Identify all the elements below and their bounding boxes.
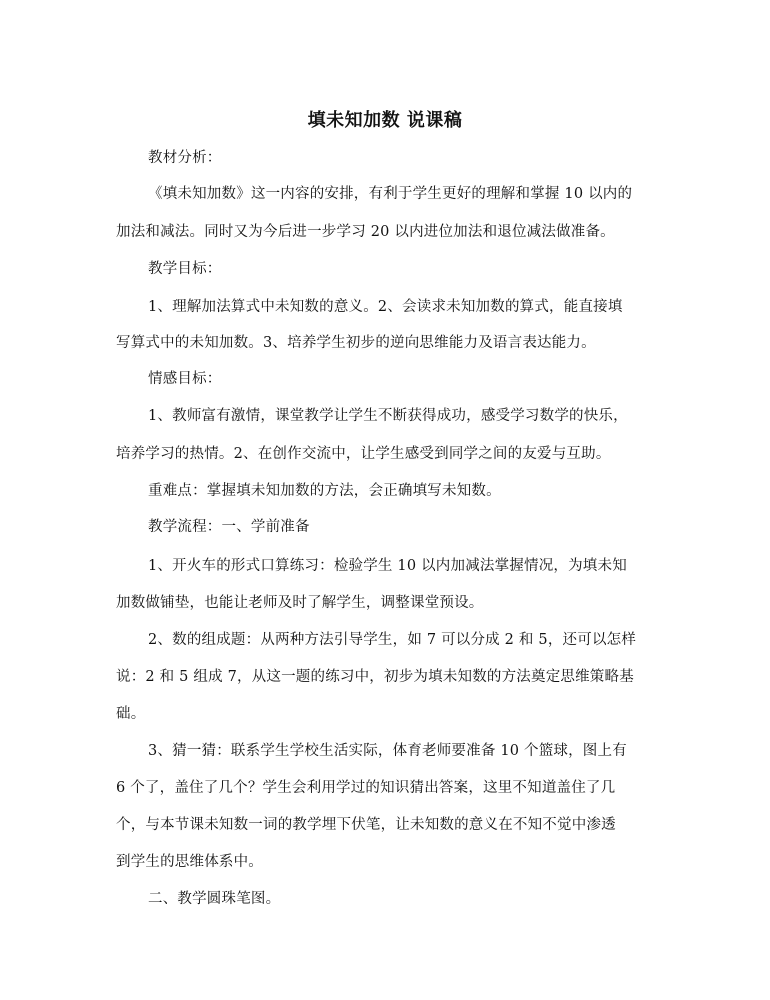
paragraph-line: 1、开火车的形式口算练习：检验学生 10 以内加减法掌握情况，为填未知 <box>148 558 627 574</box>
paragraph-line: 2、数的组成题：从两种方法引导学生，如 7 可以分成 2 和 5，还可以怎样 <box>148 632 637 648</box>
paragraph-line: 6 个了，盖住了几个？学生会利用学过的知识猜出答案，这里不知道盖住了几 <box>116 780 616 796</box>
paragraph-line: 到学生的思维体系中。 <box>116 854 263 870</box>
paragraph-line: 3、猜一猜：联系学生学校生活实际，体育老师要准备 10 个篮球，图上有 <box>148 743 627 759</box>
paragraph-line: 说：2 和 5 组成 7，从这一题的练习中，初步为填未知数的方法奠定思维策略基 <box>116 669 634 685</box>
paragraph-line: 培养学习的热情。2、在创作交流中，让学生感受到同学之间的友爱与互助。 <box>116 446 611 462</box>
paragraph-line: 加数做铺垫，也能让老师及时了解学生，调整课堂预设。 <box>116 595 484 611</box>
key-points-line: 重难点：掌握填未知加数的方法，会正确填写未知数。 <box>148 483 501 499</box>
paragraph-line: 础。 <box>116 706 146 722</box>
heading-section-two: 二、教学圆珠笔图。 <box>148 891 281 907</box>
heading-emotional-goals: 情感目标： <box>148 371 222 387</box>
heading-material-analysis: 教材分析： <box>148 150 222 166</box>
paragraph-line: 《填未知加数》这一内容的安排，有利于学生更好的理解和掌握 10 以内的 <box>148 186 633 202</box>
heading-teaching-goals: 教学目标： <box>148 261 222 277</box>
paragraph-line: 个，与本节课未知数一词的教学埋下伏笔，让未知数的意义在不知不觉中渗透 <box>116 817 616 833</box>
heading-teaching-process: 教学流程：一、学前准备 <box>148 519 310 535</box>
paragraph-line: 写算式中的未知加数。3、培养学生初步的逆向思维能力及语言表达能力。 <box>116 335 596 351</box>
paragraph-line: 加法和减法。同时又为今后进一步学习 20 以内进位加法和退位减法做准备。 <box>116 224 615 240</box>
paragraph-line: 1、教师富有激情，课堂教学让学生不断获得成功，感受学习数学的快乐， <box>148 408 628 424</box>
paragraph-line: 1、理解加法算式中未知数的意义。2、会读求未知加数的算式，能直接填 <box>148 299 623 315</box>
document-title: 填未知加数 说课稿 <box>307 110 463 131</box>
